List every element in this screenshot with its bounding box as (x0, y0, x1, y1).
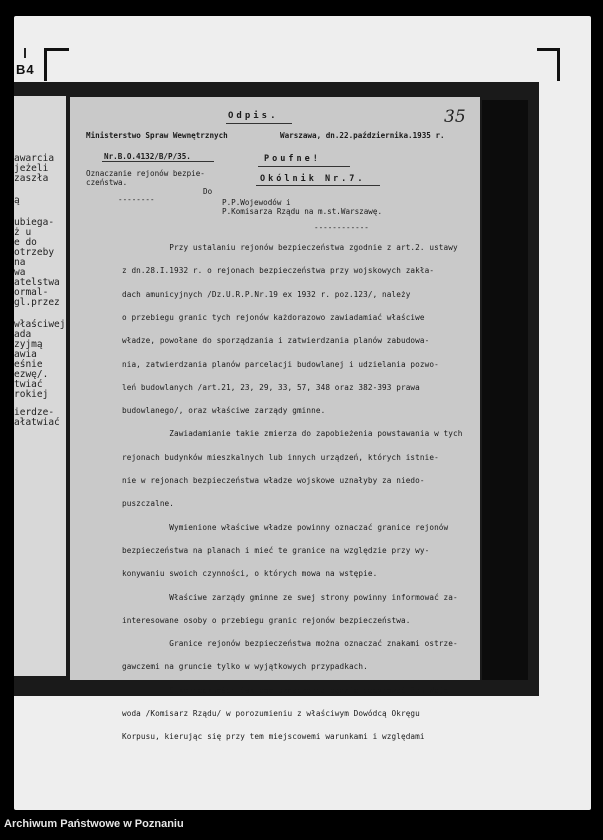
left-fragment: gl.przez (14, 297, 60, 308)
ministry-name: Ministerstwo Spraw Wewnętrznych (86, 131, 228, 140)
scan-tick-mark (24, 48, 26, 58)
body-text-line: z dn.28.I.1932 r. o rejonach bezpieczeństwa przy wojskowych zakła- (122, 266, 435, 276)
body-text-line: bezpieczeństwa na planach i mieć te granice na względzie przy wy- (122, 545, 430, 555)
left-fragment: otrzeby (14, 247, 55, 258)
left-fragment: ż u (14, 227, 32, 238)
subject-line-2: czeństwa. (86, 178, 128, 187)
left-fragment: awarcia (14, 153, 55, 164)
left-fragment: właściwej (14, 319, 66, 330)
previous-page-edge (14, 96, 66, 676)
dash-separator-right: ------------ (314, 223, 369, 232)
heading-underline (226, 123, 292, 124)
body-text-line: puszczalne. (122, 499, 175, 509)
body-text-line: Właściwe zarządy gminne ze swej strony powinny informować za- (122, 592, 458, 602)
reference-number: Nr.B.O.4132/B/P/35. (104, 152, 191, 161)
left-fragment: e do (14, 237, 37, 248)
body-text-line: interesowane osoby o przebiegu granic rejonów bezpieczeństwa. (122, 615, 411, 625)
body-text-line: nia, zatwierdzania planów parcelacji budowlanej i udzielania pozwo- (122, 359, 439, 369)
reference-underline (102, 161, 214, 162)
box-code-label: B4 (16, 62, 35, 77)
addressee-line-2: P.Komisarza Rządu na m.st.Warszawę. (222, 207, 383, 216)
body-text-line: Przy ustalaniu rejonów bezpieczeństwa zgodnie z art.2. ustawy (122, 243, 458, 252)
crop-mark-left (44, 48, 69, 81)
body-text-line: Wymienione właściwe władze powinny oznaczać granice rejonów (122, 522, 449, 532)
left-fragment: twiać (14, 379, 43, 390)
left-fragment: ezwę/. (14, 369, 49, 380)
dark-right-strip (482, 100, 528, 680)
circular-underline (256, 185, 380, 186)
crop-mark-right (537, 48, 560, 81)
subject-line-1: Oznaczanie rejonów bezpie- (86, 169, 205, 178)
body-text-line: woda /Komisarz Rządu/ w porozumieniu z właściwym Dowódcą Okręgu (122, 709, 420, 718)
circular-number: Okólnik Nr.7. (260, 174, 366, 184)
body-text-line: nie w rejonach bezpieczeństwa władze wojskowe uznałyby za niedo- (122, 476, 425, 485)
place-and-date: Warszawa, dn.22.października.1935 r. (280, 131, 445, 140)
body-text-line: Granice rejonów bezpieczeństwa można oznaczać znakami ostrze- (122, 639, 458, 649)
archive-footer: Archiwum Państwowe w Poznaniu (4, 818, 184, 830)
classification-underline (258, 166, 350, 167)
left-fragment: zaszła (14, 173, 49, 184)
body-text-line: konywaniu swoich czynności, o których mowa na wstępie. (122, 569, 378, 579)
document-page (70, 97, 480, 742)
left-fragment: ą (14, 195, 20, 206)
addressee-line-1: P.P.Wojewodów i (222, 198, 291, 207)
body-text-line: gawczemi na gruncie tylko w wyjątkowych przypadkach. (122, 662, 368, 672)
left-fragment: ierdze- (14, 407, 55, 418)
left-fragment: ormal- (14, 287, 49, 298)
left-fragment: rokiej (14, 389, 49, 400)
left-fragment: wa (14, 267, 26, 278)
left-fragment: jeżeli (14, 163, 49, 174)
left-fragment: na (14, 257, 26, 268)
left-fragment: ada (14, 329, 32, 340)
body-text-line: Korpusu, kierując się przy tem miejscowemi warunkami i względami (122, 732, 425, 742)
document-heading: Odpis. (228, 111, 279, 121)
body-text-line: budowlanego/, oraz właściwe zarządy gminne. (122, 406, 326, 416)
body-text-line: rejonach budynków mieszkalnych lub innych urządzeń, których istnie- (122, 452, 439, 462)
body-text-line: Zawiadamianie takie zmierza do zapobieżenia powstawania w tych (122, 429, 463, 439)
body-text-line: O konieczności takiego oznaczenia będzie decydować Pan Woje- (122, 685, 453, 695)
body-text-line: leń budowlanych /art.21, 23, 29, 33, 57, 348 oraz 382-393 prawa (122, 382, 420, 392)
left-fragment: zyjmą (14, 339, 43, 350)
body-text-line: władze, powołane do sporządzania i zatwierdzania planów zabudowa- (122, 336, 430, 346)
dash-separator-left: -------- (118, 195, 155, 204)
left-fragment: atelstwa (14, 277, 60, 288)
body-text-line: o przebiegu granic tych rejonów każdorazowo zawiadamiać właściwe (122, 312, 425, 322)
left-fragment: ubiega- (14, 217, 55, 228)
left-fragment: ałatwiać (14, 417, 60, 428)
handwritten-folio-number: 35 (444, 107, 466, 127)
addressee-prefix: Do (203, 187, 213, 196)
body-text-line: dach amunicyjnych /Dz.U.R.P.Nr.19 ex 1932 r. poz.123/, należy (122, 289, 411, 299)
left-fragment: awia (14, 349, 37, 360)
classification-mark: Poufne! (264, 154, 321, 164)
left-fragment: eśnie (14, 359, 43, 370)
